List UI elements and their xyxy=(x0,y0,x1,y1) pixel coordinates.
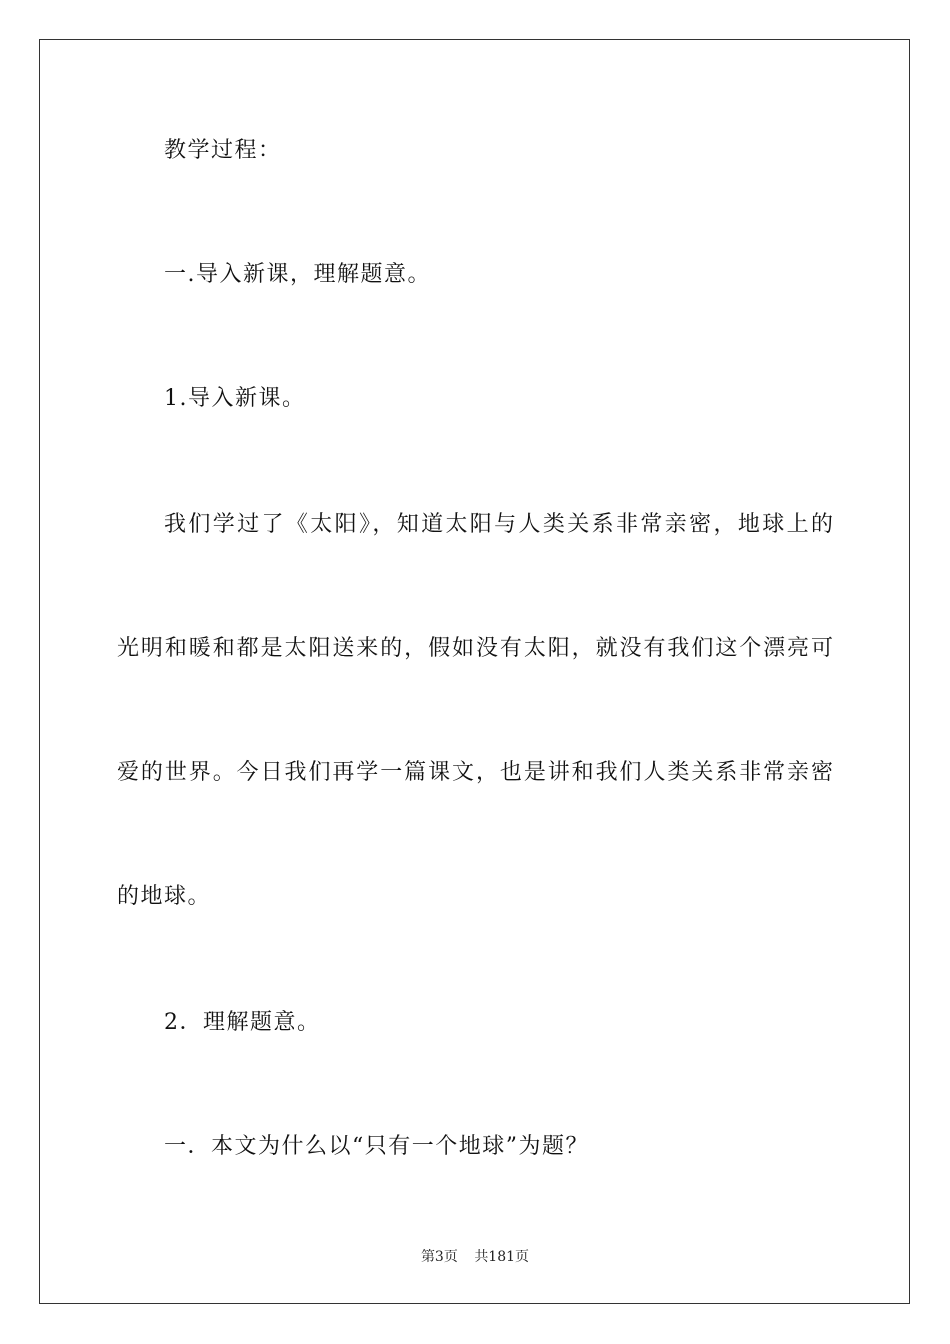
section-heading: 一.导入新课，理解题意。 xyxy=(164,262,431,287)
page-total: 共181页 xyxy=(474,1249,530,1265)
page-border xyxy=(39,39,910,1304)
question-line: 一．本文为什么以“只有一个地球”为题？ xyxy=(164,1134,589,1159)
subsection-heading: 2．理解题意。 xyxy=(164,1010,321,1035)
paragraph-line: 爱的世界。今日我们再学一篇课文，也是讲和我们人类关系非常亲密 xyxy=(117,760,833,785)
paragraph-line: 我们学过了《太阳》，知道太阳与人类关系非常亲密，地球上的 xyxy=(164,512,833,537)
paragraph-line: 的地球。 xyxy=(117,884,212,909)
page-number: 第3页 xyxy=(420,1249,458,1265)
paragraph-line: 光明和暖和都是太阳送来的，假如没有太阳，就没有我们这个漂亮可 xyxy=(117,636,833,661)
heading-teaching-process: 教学过程： xyxy=(164,138,282,163)
page-footer xyxy=(0,1248,950,1266)
subsection-heading: 1.导入新课。 xyxy=(164,386,306,411)
